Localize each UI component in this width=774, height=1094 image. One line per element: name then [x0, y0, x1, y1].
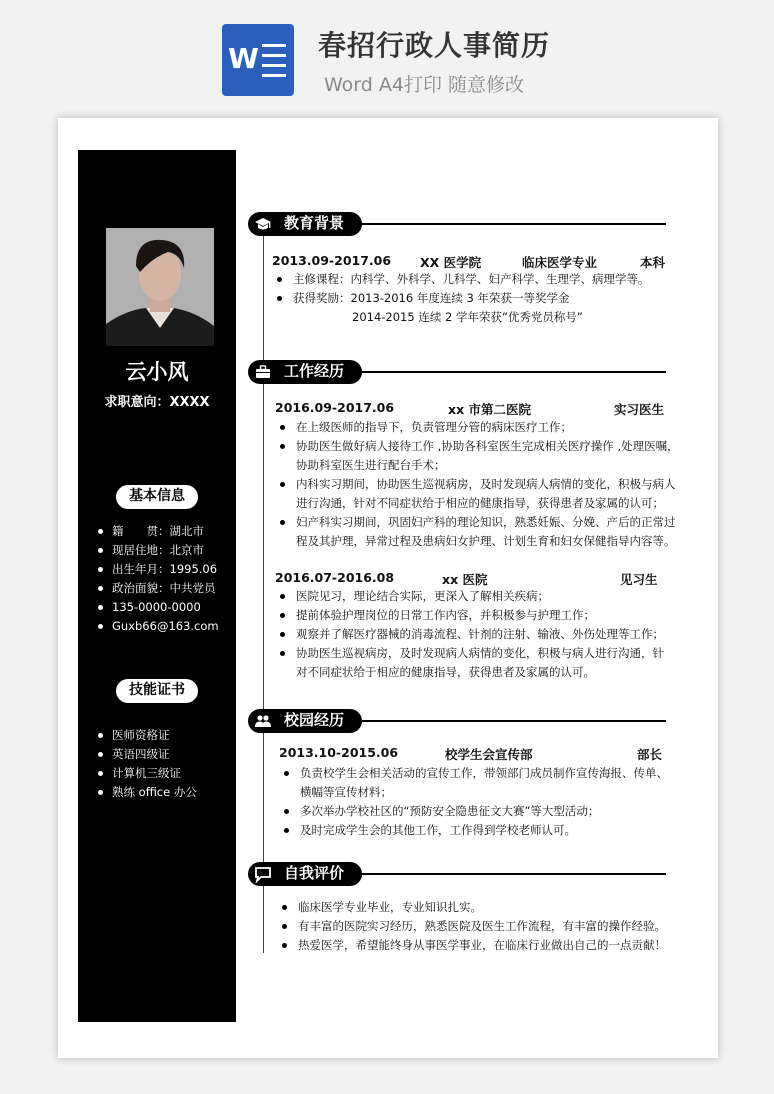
education-awards: 获得奖励：2013-2016 年度连续 3 年荣获一等奖学金	[273, 289, 650, 308]
word-icon	[222, 24, 294, 96]
job-2-list	[276, 587, 664, 682]
job-1-list	[276, 418, 679, 551]
education-school: XX 医学院	[420, 255, 482, 270]
candidate-name: 云小风	[125, 360, 189, 384]
list-item: 临床医学专业毕业，专业知识扎实。	[278, 898, 666, 917]
education-awards-continued: 2014-2015 连续 2 学年荣获“优秀党员称号”	[352, 310, 583, 324]
list-item: 妇产科实习期间，巩固妇产科的理论知识，熟悉妊娠、分娩、产后的正常过 程及其护理，异常过程及患病妇女护理、计划生育和妇女保健指导内容等。	[276, 513, 679, 551]
job-1-period: 2016.09-2017.06	[275, 400, 395, 415]
campus-org: 校学生会宣传部	[445, 747, 533, 762]
education-degree: 本科	[640, 255, 666, 270]
job-1-role: 实习医生	[614, 402, 665, 417]
list-item: 及时完成学生会的其他工作，工作得到学校老师认可。	[280, 821, 668, 840]
education-title: 教育背景	[284, 214, 345, 232]
graduation-cap-icon	[254, 215, 272, 233]
list-item: 有丰富的医院实习经历，熟悉医院及医生工作流程，有丰富的操作经验。	[278, 917, 666, 936]
list-item: 提前体验护理岗位的日常工作内容，并积极参与护理工作；	[276, 606, 664, 625]
list-item: 在上级医师的指导下，负责管理分管的病床医疗工作；	[276, 418, 679, 437]
list-item: 热爱医学，希望能终身从事医学事业，在临床行业做出自己的一点贡献！	[278, 936, 666, 955]
education-courses: 主修课程：内科学、外科学、儿科学、妇产科学、生理学、病理学等。	[273, 270, 650, 289]
self-eval-list	[278, 898, 666, 955]
campus-period: 2013.10-2015.06	[279, 745, 399, 760]
campus-heading	[248, 709, 666, 733]
skill-item: 熟练 office 办公	[96, 783, 197, 802]
page-title: 春招行政人事简历	[318, 29, 551, 62]
skills-heading: 技能证书	[116, 679, 198, 703]
basic-info-item: 现居住地：北京市	[96, 541, 219, 560]
basic-info-item: 135-0000-0000	[96, 598, 219, 617]
basic-info-item: 政治面貌：中共党员	[96, 579, 219, 598]
basic-info-item: 出生年月：1995.06	[96, 560, 219, 579]
word-icon-letter: W	[228, 42, 259, 75]
campus-list	[280, 764, 668, 840]
list-item: 多次举办学校社区的“预防安全隐患征文大赛”等大型活动；	[280, 802, 668, 821]
profile-photo	[106, 228, 214, 346]
self-eval-title: 自我评价	[284, 864, 345, 882]
speech-bubble-icon	[254, 865, 272, 883]
education-heading	[248, 212, 666, 236]
briefcase-icon	[254, 363, 272, 381]
basic-info-list	[96, 522, 219, 636]
campus-role: 部长	[637, 747, 663, 762]
timeline-line	[263, 223, 264, 953]
basic-info-item: 籍 贯：湖北市	[96, 522, 219, 541]
list-item: 观察并了解医疗器械的消毒流程、针剂的注射、输液、外伤处理等工作；	[276, 625, 664, 644]
list-item: 医院见习，理论结合实际，更深入了解相关疾病；	[276, 587, 664, 606]
campus-title: 校园经历	[284, 711, 345, 729]
list-item: 负责校学生会相关活动的宣传工作，带领部门成员制作宣传海报、传单、 横幅等宣传材料；	[280, 764, 668, 802]
basic-info-heading: 基本信息	[116, 485, 198, 509]
list-item: 协助医生做好病人接待工作 ,协助各科室医生完成相关医疗操作 ,处理医嘱， 协助科室医生进行配台手术；	[276, 437, 679, 475]
education-major: 临床医学专业	[522, 255, 598, 270]
job-2-period: 2016.07-2016.08	[275, 570, 395, 585]
page-subtitle: Word A4打印 随意修改	[324, 74, 525, 96]
resume-page	[58, 118, 718, 1058]
list-item: 协助医生巡视病房，及时发现病人病情的变化，积极与病人进行沟通，针 对不同症状给于相应的健康指导，获得患者及家属的认可。	[276, 644, 664, 682]
page-header	[0, 0, 774, 118]
skill-item: 英语四级证	[96, 745, 197, 764]
skill-item: 医师资格证	[96, 726, 197, 745]
people-icon	[254, 712, 272, 730]
skill-item: 计算机三级证	[96, 764, 197, 783]
resume-sidebar	[78, 150, 236, 1022]
job-2-role: 见习生	[620, 572, 658, 587]
job-2-org: xx 医院	[442, 572, 488, 587]
job-1-org: xx 市第二医院	[448, 402, 531, 417]
list-item: 内科实习期间，协助医生巡视病房，及时发现病人病情的变化，积极与病人 进行沟通，针对不同症状给于相应的健康指导，获得患者及家属的认可；	[276, 475, 679, 513]
education-period: 2013.09-2017.06	[272, 253, 392, 268]
work-title: 工作经历	[284, 362, 345, 380]
job-intent: 求职意向：XXXX	[104, 395, 210, 410]
education-list	[273, 270, 650, 308]
self-eval-heading	[248, 862, 666, 886]
skills-list	[96, 726, 197, 802]
basic-info-item: Guxb66@163.com	[96, 617, 219, 636]
work-heading	[248, 360, 666, 384]
